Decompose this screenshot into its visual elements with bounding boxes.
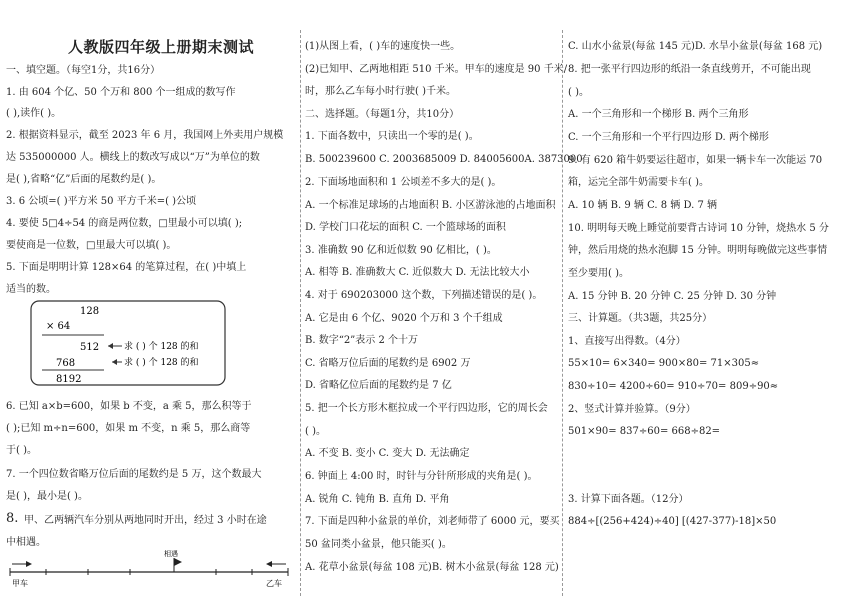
q8-line2: 中相遇。 bbox=[6, 537, 46, 548]
section-fill-in: 一、填空题。（每空1分，共16分） bbox=[6, 65, 161, 76]
q2-line2: 达 535000000 人。横线上的数改写成以“万”为单位的数 bbox=[6, 152, 260, 163]
c3-question: 3. 准确数 90 亿和近似数 90 亿相比，( )。 bbox=[305, 245, 497, 256]
calc-n2: × 64 bbox=[46, 321, 71, 332]
c10-options: A. 15 分钟 B. 20 分钟 C. 25 分钟 D. 30 分钟 bbox=[568, 291, 777, 302]
calc-part1-title: 1、直接写出得数。（4分） bbox=[568, 336, 686, 347]
q8-sub2-line2: 时，那么乙车每小时行驶( )千米。 bbox=[305, 86, 456, 97]
calc-t1: 求 ( ) 个 128 的和 bbox=[124, 342, 199, 352]
section-calculation: 三、计算题。（共3题，共25分） bbox=[568, 313, 713, 324]
calc-part2-row: 501×90= 837÷60= 668÷82= bbox=[568, 426, 721, 437]
c2-options-1: A. 一个标准足球场的占地面积 B. 小区游泳池的占地面积 bbox=[305, 200, 556, 211]
c9-options: A. 10 辆 B. 9 辆 C. 8 辆 D. 7 辆 bbox=[568, 200, 718, 211]
calc-n1: 128 bbox=[80, 306, 100, 317]
calc-part3-title: 3. 计算下面各题。（12分） bbox=[568, 494, 689, 505]
calc-r1: 512 bbox=[80, 342, 100, 353]
q8-sub2-line1: (2)已知甲、乙两地相距 510 千米。甲车的速度是 90 千米/ bbox=[305, 64, 568, 75]
road-meet-label: 相遇 bbox=[164, 550, 178, 558]
c5-question-line1: 5. 把一个长方形木框拉成一个平行四边形，它的周长会 bbox=[305, 403, 548, 414]
c10-question-line1: 10. 明明每天晚上睡觉前要背古诗词 10 分钟，烧热水 5 分 bbox=[568, 223, 829, 234]
q8-number: 8. bbox=[6, 511, 19, 526]
left-column bbox=[0, 0, 300, 608]
calc-part3-row: 884÷[(256+424)÷40] [(427-377)-18]×50 bbox=[568, 516, 777, 527]
c6-question: 6. 钟面上 4:00 时，时针与分针所形成的夹角是( )。 bbox=[305, 471, 538, 482]
c9-question-line2: 箱，运完全部牛奶需要卡车( )。 bbox=[568, 177, 709, 188]
c2-question: 2. 下面场地面积和 1 公顷差不多大的是( )。 bbox=[305, 177, 502, 188]
c7-options-cd: C. 山水小盆景(每盆 145 元)D. 水旱小盆景(每盆 168 元) bbox=[568, 41, 823, 52]
q2-line1: 2. 根据资料显示，截至 2023 年 6 月，我国网上外卖用户规模 bbox=[6, 130, 284, 141]
q4-line1: 4. 要使 5□4÷54 的商是两位数，□里最小可以填( ); bbox=[6, 218, 243, 229]
c1-options: B. 500239600 C. 2003685009 D. 84005600A. 3873000 bbox=[305, 154, 583, 165]
q4-line2: 要使商是一位数，□里最大可以填( )。 bbox=[6, 240, 177, 251]
c5-question-line2: ( )。 bbox=[305, 426, 326, 437]
calc-t2: 求 ( ) 个 128 的和 bbox=[124, 358, 199, 368]
c7-question-line2: 50 盆同类小盆景，他只能买( )。 bbox=[305, 539, 452, 550]
c8-options-1: A. 一个三角形和一个梯形 B. 两个三角形 bbox=[568, 109, 749, 120]
c5-options: A. 不变 B. 变小 C. 变大 D. 无法确定 bbox=[305, 448, 470, 459]
c3-options: A. 相等 B. 准确数大 C. 近似数大 D. 无法比较大小 bbox=[305, 267, 530, 278]
meeting-road-diagram bbox=[4, 548, 294, 588]
calc-part1-row2: 830÷10= 4200÷60= 910÷70= 809÷90≈ bbox=[568, 381, 779, 392]
q6-line3: 于( )。 bbox=[6, 445, 37, 456]
c7-question-line1: 7. 下面是四种小盆景的单价，刘老师带了 6000 元，要买 bbox=[305, 516, 560, 527]
q5-line2: 适当的数。 bbox=[6, 284, 56, 295]
middle-column bbox=[300, 0, 583, 608]
q1-line1: 1. 由 604 个亿、50 个万和 800 个一组成的数写作 bbox=[6, 87, 236, 98]
q8-line1: 甲、乙两辆汽车分别从两地同时开出，经过 3 小时在途 bbox=[24, 515, 267, 526]
q6-line2: ( );已知 m÷n=600，如果 m 不变，n 乘 5，那么商等 bbox=[6, 423, 251, 434]
q1-line2: ( ),读作( )。 bbox=[6, 108, 62, 119]
section-choice: 二、选择题。（每题1分，共10分） bbox=[305, 109, 460, 120]
c4-option-c: C. 省略万位后面的尾数约是 6902 万 bbox=[305, 358, 471, 369]
calc-r2: 768 bbox=[56, 358, 76, 369]
c8-question-line2: ( )。 bbox=[568, 87, 589, 98]
c8-options-2: C. 一个三角形和一个平行四边形 D. 两个梯形 bbox=[568, 132, 769, 143]
c7-options-ab: A. 花草小盆景(每盆 108 元)B. 树木小盆景(每盆 128 元) bbox=[305, 562, 559, 573]
calc-part1-row1: 55×10= 6×340= 900×80= 71×305≈ bbox=[568, 358, 760, 369]
road-left-label: 甲车 bbox=[12, 579, 28, 588]
q5-line1: 5. 下面是明明计算 128×64 的笔算过程，在( )中填上 bbox=[6, 262, 247, 273]
right-column bbox=[562, 0, 860, 608]
c10-question-line2: 钟，然后用烧的热水泡脚 15 分钟。明明每晚做完这些事情 bbox=[568, 245, 828, 256]
q6-line1: 6. 已知 a×b=600，如果 b 不变，a 乘 5，那么积等于 bbox=[6, 401, 252, 412]
c1-question: 1. 下面各数中，只读出一个零的是( )。 bbox=[305, 131, 479, 142]
c8-question-line1: 8. 把一张平行四边形的纸沿一条直线剪开，不可能出现 bbox=[568, 64, 811, 75]
calc-total: 8192 bbox=[56, 374, 82, 385]
c6-options: A. 锐角 C. 钝角 B. 直角 D. 平角 bbox=[305, 494, 450, 505]
q7-line1: 7. 一个四位数省略万位后面的尾数约是 5 万，这个数最大 bbox=[6, 469, 262, 480]
q3-line: 3. 6 公顷=( )平方米 50 平方千米=( )公顷 bbox=[6, 196, 197, 207]
c10-question-line3: 至少要用( )。 bbox=[568, 268, 629, 279]
multiplication-diagram bbox=[30, 300, 226, 386]
c4-option-b: B. 数字“2”表示 2 个十万 bbox=[305, 335, 419, 346]
calc-part2-title: 2、竖式计算并验算。（9分） bbox=[568, 404, 696, 415]
q8-sub1: (1)从图上看，( )车的速度快一些。 bbox=[305, 41, 461, 52]
exam-title: 人教版四年级上册期末测试 bbox=[68, 38, 255, 56]
road-right-label: 乙车 bbox=[266, 579, 282, 588]
q7-line2: 是( )，最小是( )。 bbox=[6, 491, 88, 502]
c9-question-line1: 9. 有 620 箱牛奶要运往超市，如果一辆卡车一次能运 70 bbox=[568, 155, 823, 166]
c2-options-2: D. 学校门口花坛的面积 C. 一个篮球场的面积 bbox=[305, 222, 506, 233]
q2-line3: 是( ),省略“亿”后面的尾数约是( )。 bbox=[6, 174, 162, 185]
c4-question: 4. 对于 690203000 这个数，下列描述错误的是( )。 bbox=[305, 290, 543, 301]
c4-option-d: D. 省略亿位后面的尾数约是 7 亿 bbox=[305, 380, 452, 391]
c4-option-a: A. 它是由 6 个亿、9020 个万和 3 个千组成 bbox=[305, 313, 503, 324]
